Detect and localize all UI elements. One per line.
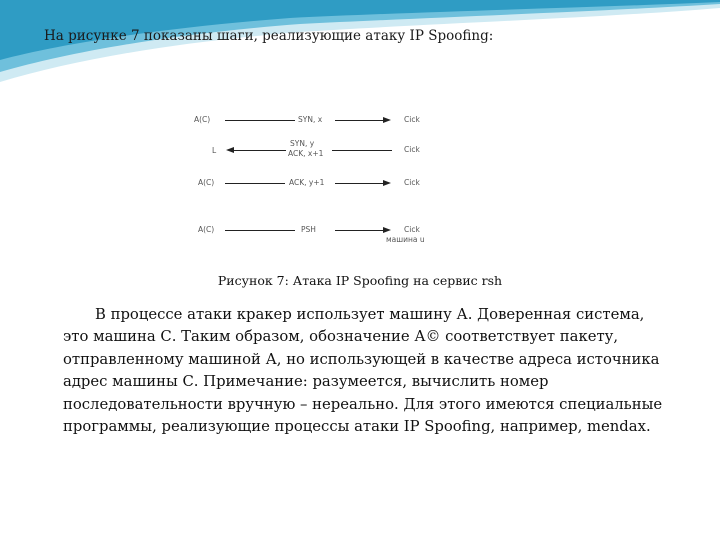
row1-right-label: Cick [404, 115, 420, 124]
row2-right-label: Cick [404, 145, 420, 154]
intro-text: На рисунке 7 показаны шаги, реализующие атаку IP Spoofing: [44, 28, 494, 44]
figure-caption-text: Рисунок 7: Атака IP Spoofing на сервис rsh [217, 273, 503, 288]
row2-middle-label-1: SYN, y [290, 139, 315, 148]
row4-middle-label: PSH [301, 225, 316, 234]
row2-line-b [332, 150, 392, 151]
decorative-swoosh [0, 0, 720, 90]
row1-line-a [225, 120, 295, 121]
arrow-left-icon [226, 147, 234, 153]
row4-line-a [225, 230, 295, 231]
arrow-right-icon [383, 117, 391, 123]
row3-left-label: A(C) [198, 178, 215, 187]
row4-right-sublabel: машина u [386, 235, 425, 244]
row1-middle-label: SYN, x [298, 115, 323, 124]
row3-line-a [225, 183, 285, 184]
body-paragraph: В процессе атаки кракер использует машину А. Доверенная система, это машина С. Таким образом, обозначение А© соответствует пакету, отправленному машиной А, но использующей в качестве адреса источника адрес машины С. Примечание: разумеется, вычислить номер последовательности вручную – нереально. Для этого имеются специальные программы, реализующие процессы атаки IP Spoofing, например, mendax. [63, 306, 663, 436]
row3-line-b [335, 183, 383, 184]
row4-right-label: Cick [404, 225, 420, 234]
row3-middle-label: ACK, y+1 [289, 178, 325, 187]
row4-left-label: A(C) [198, 225, 215, 234]
row3-right-label: Cick [404, 178, 420, 187]
spoofing-diagram [180, 98, 440, 248]
row2-middle-label-2: ACK, x+1 [288, 149, 324, 158]
row1-left-label: A(C) [194, 115, 211, 124]
arrow-right-icon [383, 180, 391, 186]
figure-caption [0, 273, 720, 288]
row4-line-b [335, 230, 383, 231]
row2-line-a [234, 150, 286, 151]
row1-line-b [335, 120, 383, 121]
row2-left-label: L [212, 146, 217, 155]
arrow-right-icon [383, 227, 391, 233]
